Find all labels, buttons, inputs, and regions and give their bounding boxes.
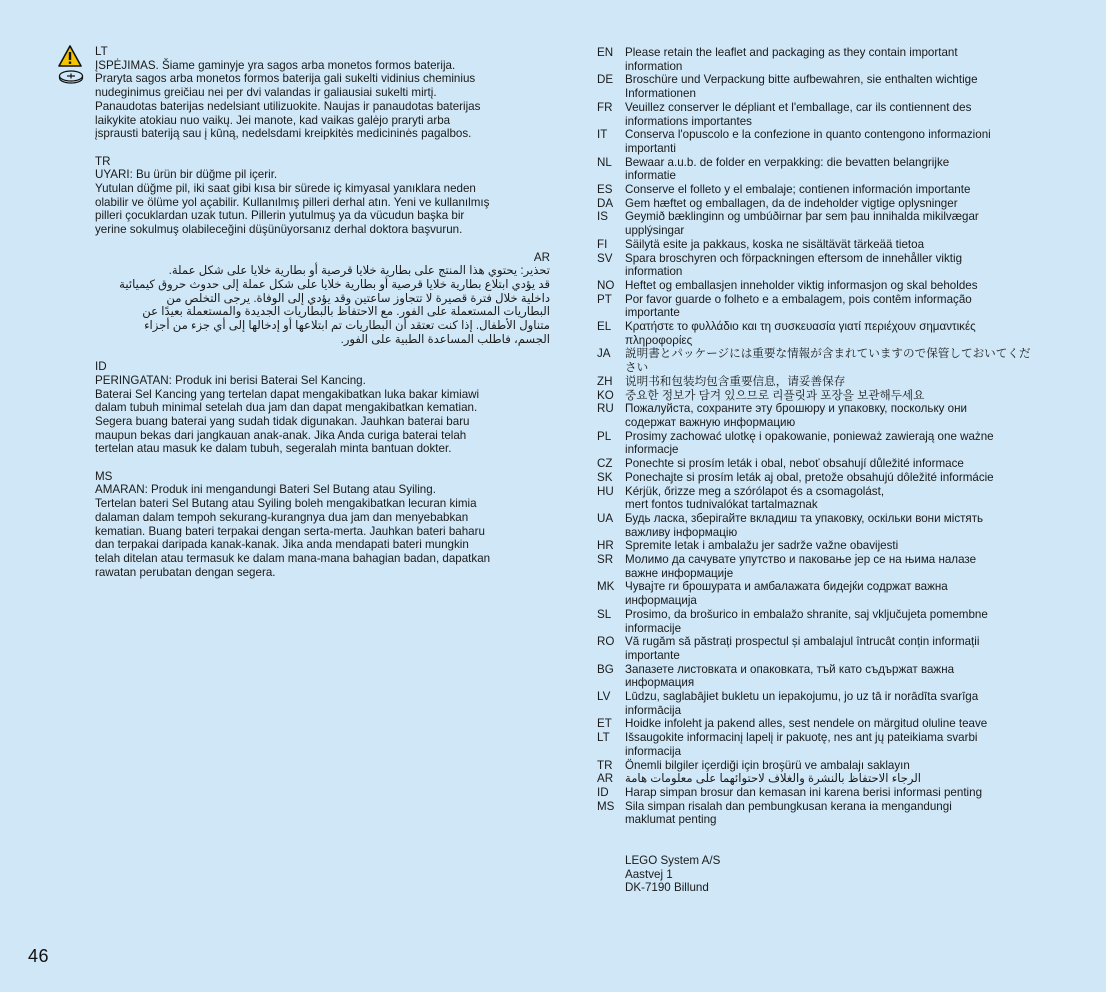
language-code: MS [95,469,113,483]
warning-block-ar [95,251,550,347]
retain-notice-text: Por favor guarde o folheto e a embalagem, pois contêm informação importante [625,292,972,320]
retain-notice-row [597,128,1057,155]
retain-notice-text: Spremite letak i ambalažu jer sadrže važne obavijesti [625,539,899,553]
warning-body: Yutulan düğme pil, iki saat gibi kısa bir sürede iç kimyasal yanıklara neden olabilir ve ölüme yol açabilir. Kullanılmış pilleri derhal atın. Yeni ve kullanılmış pilleri çocuklardan uzak tutun. Pillerin yutulmuş ya da vücudun başka bir yerine sokulmuş olabileceğini düşünüyorsanız derhal doktora başvurun. [95,182,490,237]
language-code: PT [597,292,612,306]
battery-warning-icons [58,45,86,84]
language-code: CZ [597,457,613,471]
warning-body: Tertelan bateri Sel Butang atau Syiling boleh mengakibatkan lecuran kimia dalaman dalam tempoh sekurang-kurangnya dua jam dan menyebabkan kematian. Buang bateri terpakai dengan serta-merta. Jauhkan bateri baharu dan terpakai daripada kanak-kanak. Jika anda mendapati bateri mungkin telah ditelan atau termasuk ke dalam mana-mana bahagian badan, dapatkan rawatan perubatan dengan segera. [95,497,491,579]
retain-notice-text: Heftet og emballasjen inneholder viktig informasjon og skal beholdes [625,278,978,292]
company-address [597,854,1057,895]
retain-notice-text: Harap simpan brosur dan kemasan ini karena berisi informasi penting [625,785,983,799]
retain-notice-row [597,402,1057,429]
retain-notice-row [597,210,1057,237]
retain-notice-text: Conserva l'opuscolo e la confezione in quanto contengono informazioni importanti [625,128,991,155]
warning-heading: تحذير: يحتوي هذا المنتج على بطارية خلايا قرصية أو بطارية خلايا على شكل عملة. [168,264,550,278]
retain-notice-row [597,772,1057,786]
retain-notice-row [597,663,1057,690]
page-number: 46 [28,946,50,966]
language-code: LV [597,690,611,704]
language-code: HR [597,539,614,553]
warning-heading: AMARAN: Produk ini mengandungi Bateri Sel Butang atau Syiling. [95,483,436,497]
retain-notice-row [597,101,1057,128]
retain-notice-text: Ponechajte si prosím leták aj obal, pretože obsahujú dôležité informácie [625,470,994,484]
language-code: KO [597,388,614,402]
company-name: LEGO System A/S [625,854,721,868]
retain-notice-row [597,156,1057,183]
retain-notice-text: Önemli bilgiler içerdiği için broşürü ve ambalajı saklayın [625,758,910,772]
language-code: ID [597,785,609,799]
language-code: SK [597,470,613,484]
warning-heading: UYARI: Bu ürün bir düğme pil içerir. [95,168,278,182]
retain-notice-row [597,731,1057,758]
language-code: EL [597,320,612,334]
language-code: TR [597,758,613,772]
retain-notice-row [597,457,1057,471]
retain-notice-row [597,786,1057,800]
retain-notice-text: Hoidke infoleht ja pakend alles, sest nendele on märgitud oluline teave [625,717,988,731]
retain-notice-text: Будь ласка, зберігайте вкладиш та упаковку, оскільки вони містять важливу інформацію [625,511,984,539]
battery-warnings [95,45,550,593]
retain-notice-text: Κρατήστε το φυλλάδιο και τη συσκευασία γιατί περιέχουν σημαντικές πληροφορίες [625,320,976,347]
language-code: AR [533,250,550,264]
language-code: MK [597,580,615,594]
retain-notices [597,46,1057,895]
retain-notice-row [597,717,1057,731]
language-code: IT [597,128,608,142]
retain-notice-text: Lūdzu, saglabājiet bukletu un iepakojumu, jo uz tā ir norādīta svarīga informācija [625,690,979,717]
retain-notice-text: Veuillez conserver le dépliant et l'emballage, car ils contiennent des informations importantes [625,100,972,128]
retain-notice-text: Gem hæftet og emballagen, da de indeholder vigtige oplysninger [625,196,958,210]
retain-notice-text: Säilytä esite ja pakkaus, koska ne sisältävät tärkeää tietoa [625,237,925,251]
language-code: PL [597,429,612,443]
retain-notice-text: Kérjük, őrizze meg a szórólapot és a csomagolást, mert fontos tudnivalókat tartalmaznak [625,484,885,512]
language-code: ET [597,717,612,731]
warning-block-tr [95,155,550,237]
retain-notice-text: Conserve el folleto y el embalaje; contienen información importante [625,183,971,197]
retain-notice-text: Broschüre und Verpackung bitte aufbewahren, sie enthalten wichtige Informationen [625,73,978,101]
language-code: UA [597,511,614,525]
retain-notice-row [597,580,1057,607]
retain-notice-text: Geymið bæklinginn og umbúðirnar þar sem þau innihalda mikilvægar upplýsingar [625,210,979,238]
retain-notice-row [597,608,1057,635]
language-code: SV [597,251,613,265]
retain-notice-text: Чувајте ги брошурата и амбалажата бидејќи содржат важна информација [625,580,948,608]
warning-body: Praryta sagos arba monetos formos baterija gali sukelti vidinius cheminius nudeginimus greičiau nei per dvi valandas ir galiausiai sukelti mirtį. Panaudotas baterijas nedelsiant utilizuokite. Naujas ir panaudotas baterijas laikykite atokiau nuo vaikų. Jei manote, kad vaikas galėjo praryti arba įsprausti bateriją sau į kūną, nedelsdami kreipkitės medicininės pagalbos. [95,72,481,141]
language-code: ES [597,183,613,197]
retain-notice-text: Išsaugokite informacinį lapelį ir pakuotę, nes ant jų pateikiama svarbi informacija [625,731,978,758]
retain-notice-text: Prosimo, da brošurico in embalažo shranite, saj vključujeta pomembne informacije [625,607,988,635]
warning-heading: ĮSPĖJIMAS. Šiame gaminyje yra sagos arba monetos formos baterija. [95,58,456,72]
language-code: JA [597,347,611,361]
language-code: TR [95,154,111,168]
warning-body: Baterai Sel Kancing yang tertelan dapat mengakibatkan luka bakar kimiawi dalam tubuh minimal setelah dua jam dan dapat mengakibatkan kematian. Segera buang baterai yang sudah tidak digunakan. Jauhkan baterai baru maupun bekas dari jangkauan anak-anak. Jika Anda curiga baterai telah tertelan atau masuk ke dalam tubuh, segeralah minta bantuan dokter. [95,387,480,456]
retain-notice-row [597,46,1057,73]
retain-notice-row [597,539,1057,553]
language-code: FR [597,100,613,114]
retain-notice-list [597,46,1057,827]
retain-notice-text: Пожалуйста, сохраните эту брошюру и упаковку, поскольку они содержат важную информацию [625,402,967,429]
retain-notice-row [597,238,1057,252]
retain-notice-text: Vă rugăm să păstrați prospectul și ambalajul întrucât conțin informații importante [625,635,980,662]
retain-notice-text: Молимо да сачувате упутство и паковање јер се на њима налазе важне информације [625,553,977,580]
retain-notice-text: الرجاء الاحتفاظ بالنشرة والغلاف لاحتوائهما على معلومات هامة [625,772,922,786]
company-street: Aastvej 1 [625,867,673,881]
warning-body: قد يؤدي ابتلاع بطارية خلايا قرصية أو بطارية خلايا على شكل عملة إلى حدوث حروق كيميائية داخلية خلال فترة قصيرة لا تتجاوز ساعتين وقد يؤدي إلى الوفاة. يرجى التخلص من البطاريات المستعملة على الفور. مع الاحتفاظ بالبطاريات الجديدة والمستعملة بعيدًا عن متناول الأطفال. إذا كنت تعتقد أن البطاريات تم ابتلاعها أو إدخالها إلى أي جزء من أجزاء الجسم، فاطلب المساعدة الطبية على الفور. [119,277,550,346]
retain-notice-row [597,471,1057,485]
warning-block-ms [95,470,550,580]
language-code: ZH [597,374,613,388]
retain-notice-row [597,430,1057,457]
language-code: BG [597,662,614,676]
retain-notice-row [597,800,1057,827]
retain-notice-row [597,279,1057,293]
retain-notice-text: Bewaar a.u.b. de folder en verpakking: die bevatten belangrijke informatie [625,155,950,183]
retain-notice-text: Spara broschyren och förpackningen eftersom de innehåller viktig information [625,251,963,279]
retain-notice-row [597,553,1057,580]
language-code: DE [597,73,614,87]
language-code: AR [597,772,614,786]
retain-notice-text: Please retain the leaflet and packaging as they contain important information [625,46,958,73]
warning-heading: PERINGATAN: Produk ini berisi Baterai Sel Kancing. [95,373,366,387]
retain-notice-text: Запазете листовката и опаковката, тъй като съдържат важна информация [625,662,955,690]
retain-notice-row [597,252,1057,279]
language-code: RO [597,635,615,649]
language-code: SR [597,553,614,567]
warning-triangle-icon [58,45,82,67]
retain-notice-row [597,759,1057,773]
language-code: ID [95,360,107,374]
retain-notice-row [597,512,1057,539]
retain-notice-text: Prosimy zachować ulotkę i opakowanie, ponieważ zawierają one ważne informacje [625,429,994,457]
retain-notice-text: 중요한 정보가 담겨 있으므로 리플릿과 포장을 보관해두세요 [625,388,925,402]
retain-notice-text: 説明書とパッケージには重要な情報が含まれていますので保管しておいてくだ さい [625,347,1031,375]
retain-notice-row [597,293,1057,320]
retain-notice-row [597,690,1057,717]
language-code: LT [95,45,108,58]
language-code: SL [597,607,612,621]
language-code: IS [597,210,608,224]
retain-notice-row [597,389,1057,403]
language-code: NL [597,155,612,169]
retain-notice-row [597,485,1057,512]
retain-notice-row [597,183,1057,197]
retain-notice-text: Ponechte si prosím leták i obal, neboť obsahují důležité informace [625,457,964,471]
language-code: LT [597,731,610,745]
coin-cell-battery-icon [58,70,84,84]
language-code: MS [597,799,615,813]
warning-block-id [95,360,550,456]
retain-notice-row [597,635,1057,662]
retain-notice-row [597,320,1057,347]
language-code: EN [597,46,614,59]
language-code: RU [597,402,614,416]
language-code: FI [597,237,608,251]
warning-block-lt [95,45,550,141]
language-code: HU [597,484,614,498]
language-code: DA [597,196,614,210]
retain-notice-row [597,197,1057,211]
company-city: DK-7190 Billund [625,881,709,895]
retain-notice-row [597,73,1057,100]
retain-notice-text: Sila simpan risalah dan pembungkusan kerana ia mengandungi maklumat penting [625,799,952,827]
retain-notice-row [597,375,1057,389]
retain-notice-text: 说明书和包装均包含重要信息，请妥善保存 [625,374,846,388]
language-code: NO [597,278,615,292]
retain-notice-row [597,347,1057,374]
